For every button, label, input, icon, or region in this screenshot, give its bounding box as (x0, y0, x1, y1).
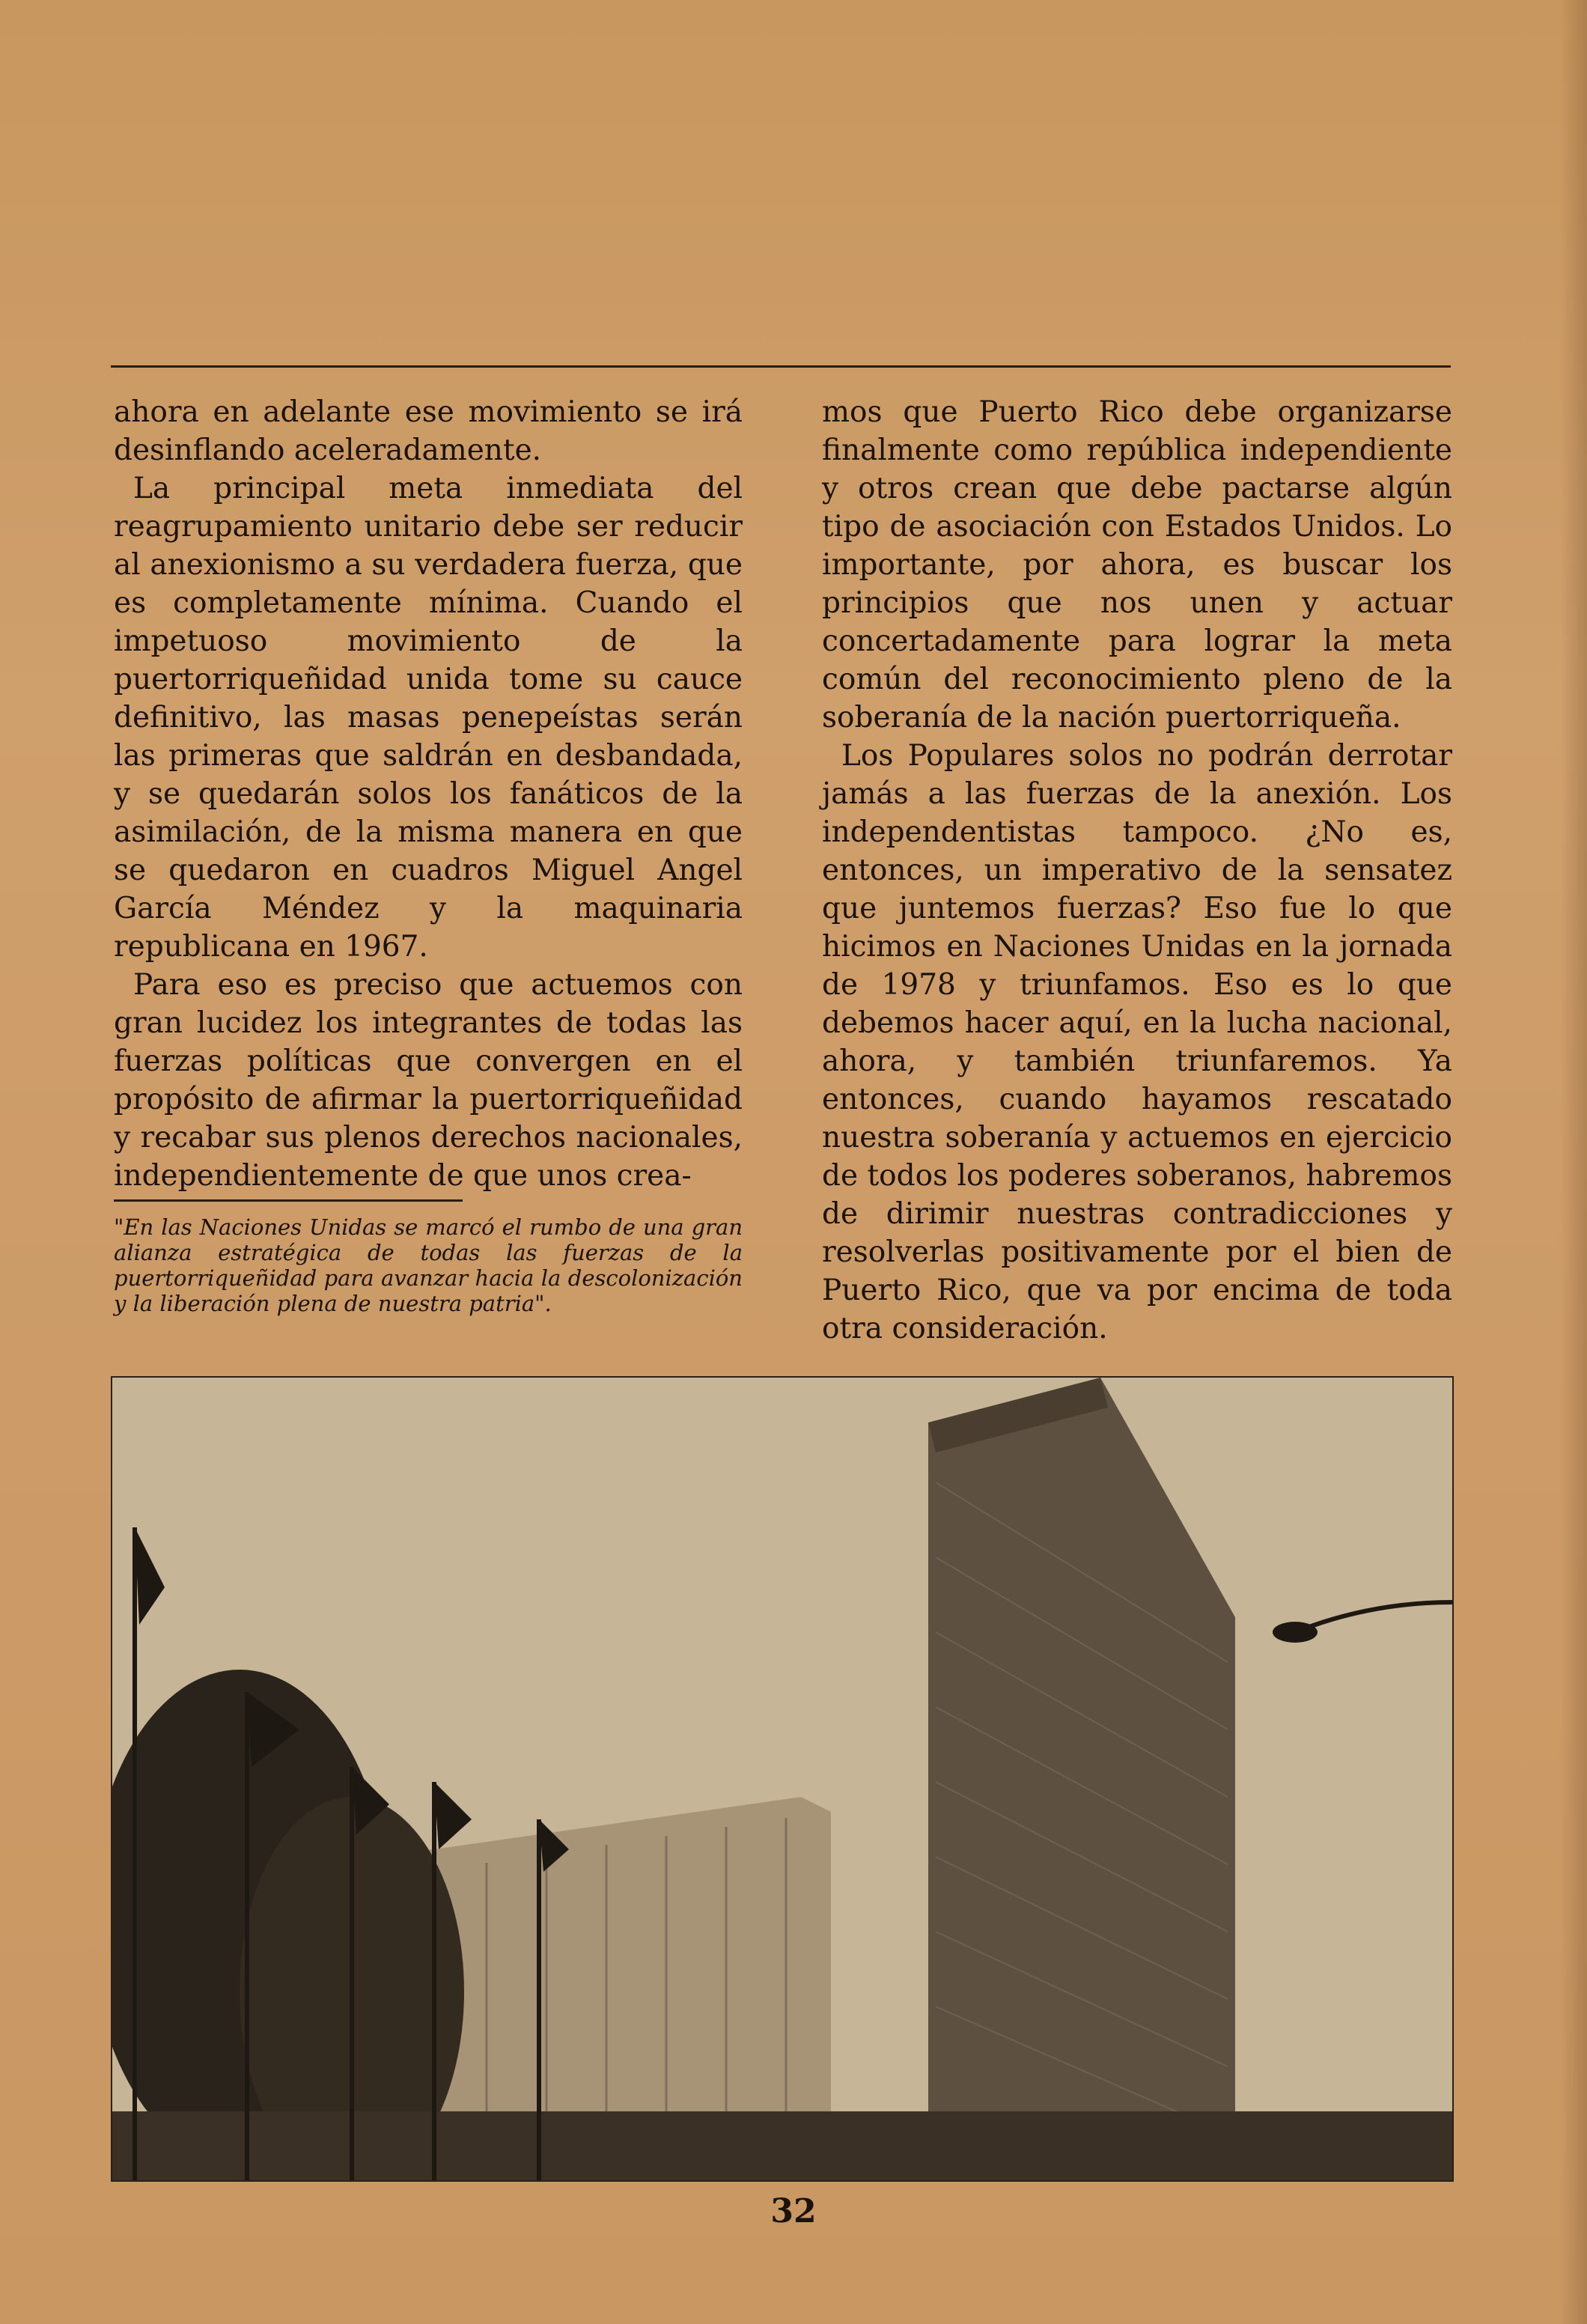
right-paragraph-1: mos que Puerto Rico debe organizarse finalmente como república independiente y otros crean que debe pactarse algún tipo de asociación con Estados Unidos. Lo importante, por ahora, es buscar los principios que nos unen y actuar concertadamente para lograr la meta común del reconocimiento pleno de la soberanía de la nación puertorriqueña. (822, 395, 1452, 734)
right-column (822, 393, 1452, 1348)
united-nations-building-illustration (112, 1378, 1452, 2180)
united-nations-photo (111, 1376, 1454, 2182)
left-paragraph-1: ahora en adelante ese movimiento se irá desinflando aceleradamente. (114, 395, 743, 467)
left-paragraph-3: Para eso es preciso que actuemos con gran lucidez los integrantes de todas las fuerzas políticas que convergen en el propósito de afirmar la puertorriqueñidad y recabar sus plenos derechos nacionales, independientemente de que unos crea- (114, 968, 743, 1193)
left-paragraph-2: La principal meta inmediata del reagrupamiento unitario debe ser reducir al anexionismo a su verdadera fuerza, que es completamente mínima. Cuando el impetuoso movimiento de la puertorriqueñidad unida tome su cauce definitivo, las masas penepeístas serán las primeras que saldrán en desbandada, y se quedarán solos los fanáticos de la asimilación, de la misma manera en que se quedaron en cuadros Miguel Angel García Méndez y la maquinaria republicana en 1967. (114, 472, 743, 964)
page-number: 32 (770, 2192, 817, 2230)
pull-quote: "En las Naciones Unidas se marcó el rumbo de una gran alianza estratégica de todas las fuerzas de la puertorriqueñidad para avanzar hacia la descolonización y la liberación plena de nuestra patria". (114, 1214, 743, 1316)
left-column (114, 393, 743, 1195)
top-rule (111, 365, 1451, 368)
quote-rule (114, 1199, 463, 1202)
right-paragraph-2: Los Populares solos no podrán derrotar jamás a las fuerzas de la anexión. Los independentistas tampoco. ¿No es, entonces, un imperativo de la sensatez que juntemos fuerzas? Eso fue lo que hicimos en Naciones Unidas en la jornada de 1978 y triunfamos. Eso es lo que debemos hacer aquí, en la lucha nacional, ahora, y también triunfaremos. Ya entonces, cuando hayamos rescatado nuestra soberanía y actuemos en ejercicio de todos los poderes soberanos, habremos de dirimir nuestras contradicciones y resolverlas positivamente por el bien de Puerto Rico, que va por encima de toda otra consideración. (822, 739, 1452, 1345)
page-edge-shadow (1560, 0, 1587, 2324)
